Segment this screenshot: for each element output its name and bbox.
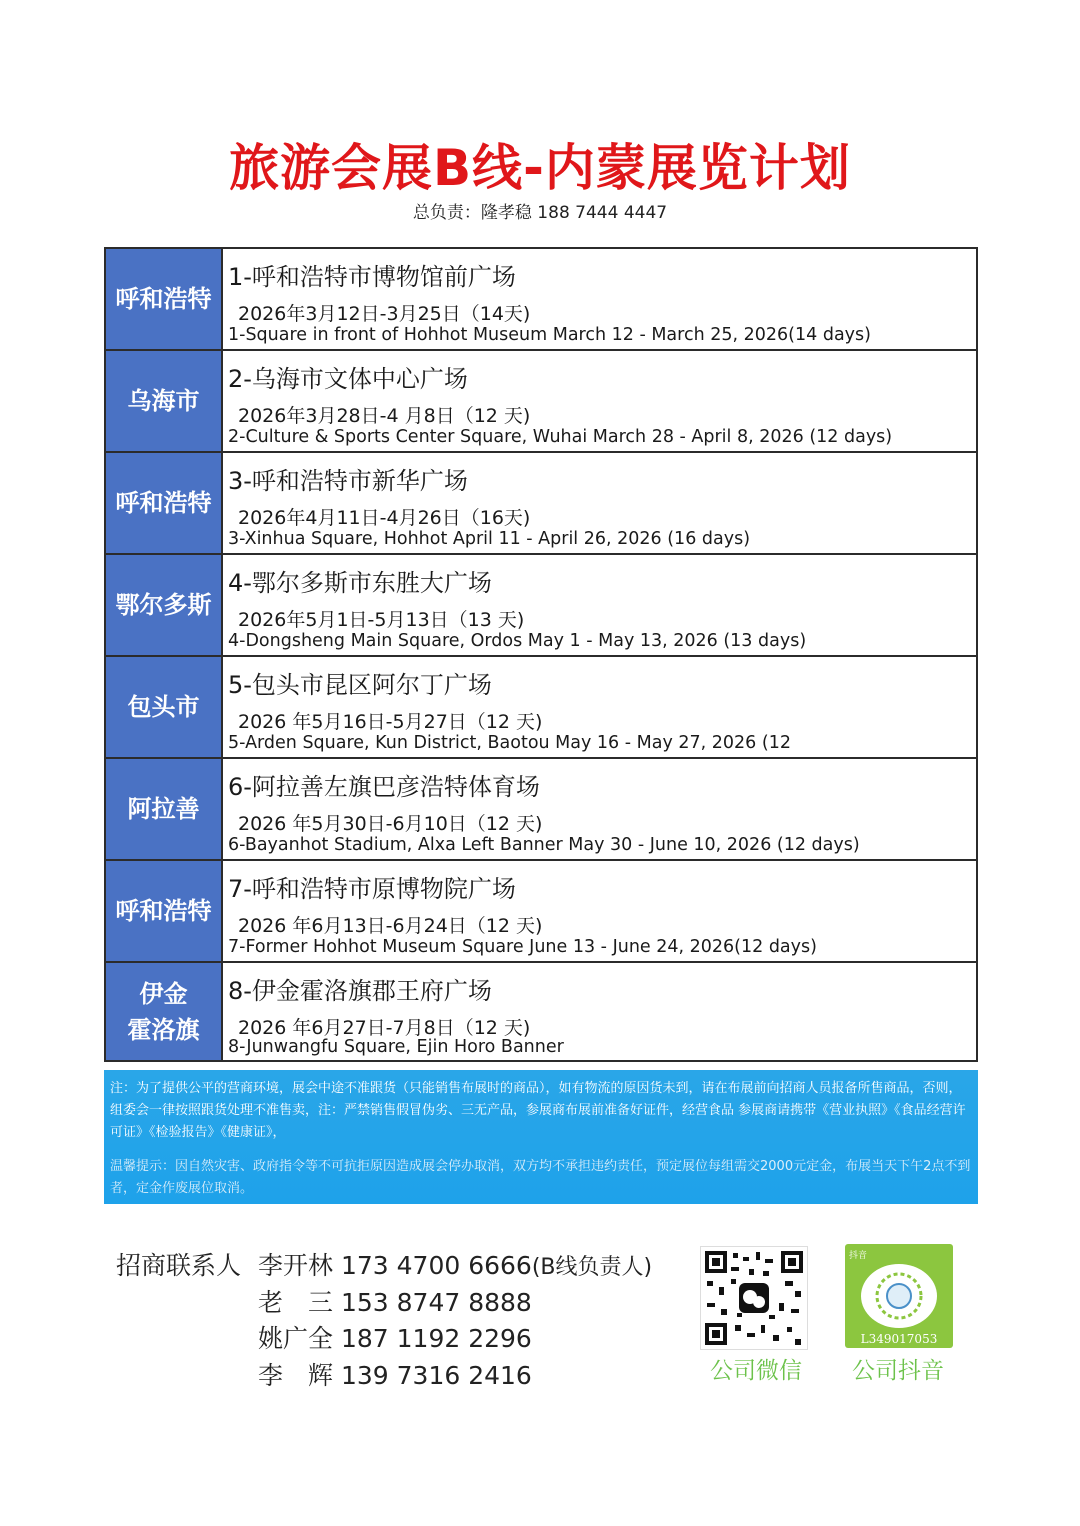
city-cell: 包头市 — [106, 657, 223, 757]
city-cell: 乌海市 — [106, 351, 223, 451]
date-range: 2026 年6月13日-6月24日（12 天) — [238, 915, 543, 937]
schedule-row — [106, 657, 976, 759]
notice-box — [104, 1070, 978, 1204]
schedule-row — [106, 861, 976, 963]
venue-name: 7-呼和浩特市原博物院广场 — [228, 875, 516, 903]
contact-item — [258, 1285, 532, 1321]
schedule-row — [106, 555, 976, 657]
date-range: 2026 年5月16日-5月27日（12 天) — [238, 711, 543, 733]
date-range: 2026年4月11日-4月26日（16天) — [238, 507, 531, 529]
city-cell: 呼和浩特 — [106, 861, 223, 961]
venue-name: 1-呼和浩特市博物馆前广场 — [228, 263, 516, 291]
contact-item — [258, 1358, 532, 1394]
date-range: 2026 年6月27日-7月8日（12 天) — [238, 1017, 531, 1039]
contact-phone: 153 8747 8888 — [340, 1288, 532, 1317]
schedule-row — [106, 759, 976, 861]
date-range: 2026年3月12日-3月25日（14天) — [238, 303, 531, 325]
notice-text: 注：为了提供公平的营商环境，展会中途不准跟货（只能销售布展时的商品），如有物流的原因货未到，请在布展前向招商人员报备所售商品，否则，组委会一律按照跟货处理不准售卖，注：严禁销售假冒伪劣、三无产品，参展商布展前准备好证件，经营食品 参展商请携带《营业执照》《食品经营许可证》《检验报告》《健康证》， — [110, 1081, 966, 1140]
schedule-row — [106, 963, 976, 1060]
contact-name: 老 三 — [258, 1288, 334, 1317]
contacts-heading: 招商联系人 — [116, 1251, 242, 1280]
douyin-qr-icon[interactable] — [845, 1244, 953, 1348]
douyin-code-circle — [861, 1264, 937, 1328]
douyin-id: L349017053 — [860, 1332, 938, 1346]
english-description: 1-Square in front of Hohhot Museum March 12 - March 25, 2026(14 days) — [228, 325, 871, 345]
exhibition-schedule-table — [104, 247, 978, 1062]
city-cell: 伊金 霍洛旗 — [106, 963, 223, 1060]
venue-name: 5-包头市昆区阿尔丁广场 — [228, 671, 492, 699]
city-cell: 阿拉善 — [106, 759, 223, 859]
english-description: 4-Dongsheng Main Square, Ordos May 1 - May 13, 2026 (13 days) — [228, 631, 807, 651]
venue-name: 2-乌海市文体中心广场 — [228, 365, 468, 393]
date-range: 2026年3月28日-4 月8日（12 天) — [238, 405, 531, 427]
general-manager-contact: 总负责：隆孝稳 188 7444 4447 — [412, 203, 668, 223]
english-description: 8-Junwangfu Square, Ejin Horo Banner — [228, 1037, 564, 1057]
city-cell: 鄂尔多斯 — [106, 555, 223, 655]
schedule-row — [106, 351, 976, 453]
date-range: 2026年5月1日-5月13日（13 天) — [238, 609, 525, 631]
english-description: 3-Xinhua Square, Hohhot April 11 - April 26, 2026 (16 days) — [228, 529, 751, 549]
schedule-row — [106, 453, 976, 555]
contact-phone: 139 7316 2416 — [340, 1361, 532, 1390]
contact-phone: 173 4700 6666 — [340, 1251, 532, 1280]
warm-tip-text: 温馨提示：因自然灾害、政府指令等不可抗拒原因造成展会停办取消，双方均不承担违约责任，预定展位每组需交2000元定金，布展当天下午2点不到者，定金作废展位取消。 — [110, 1159, 971, 1196]
wechat-qr-icon[interactable] — [700, 1246, 808, 1350]
venue-name: 3-呼和浩特市新华广场 — [228, 467, 468, 495]
city-cell: 呼和浩特 — [106, 249, 223, 349]
venue-name: 8-伊金霍洛旗郡王府广场 — [228, 977, 492, 1005]
contact-name: 姚广全 — [258, 1324, 334, 1353]
english-description: 6-Bayanhot Stadium, Alxa Left Banner May 30 - June 10, 2026 (12 days) — [228, 835, 860, 855]
douyin-qr-label: 公司抖音 — [852, 1358, 944, 1384]
venue-name: 4-鄂尔多斯市东胜大广场 — [228, 569, 492, 597]
contact-item — [258, 1248, 652, 1284]
contact-name: 李开林 — [258, 1251, 334, 1280]
contact-note: (B线负责人) — [531, 1255, 653, 1280]
douyin-badge: 抖音 — [849, 1251, 868, 1261]
page-title: 旅游会展B线-内蒙展览计划 — [229, 139, 851, 197]
contact-item — [258, 1321, 532, 1357]
schedule-row — [106, 249, 976, 351]
english-description: 7-Former Hohhot Museum Square June 13 - June 24, 2026(12 days) — [228, 937, 817, 957]
date-range: 2026 年5月30日-6月10日（12 天) — [238, 813, 543, 835]
contact-name: 李 辉 — [258, 1361, 334, 1390]
contact-phone: 187 1192 2296 — [340, 1324, 532, 1353]
english-description: 2-Culture & Sports Center Square, Wuhai March 28 - April 8, 2026 (12 days) — [228, 427, 893, 447]
wechat-qr-label: 公司微信 — [710, 1358, 802, 1384]
venue-name: 6-阿拉善左旗巴彦浩特体育场 — [228, 773, 540, 801]
city-cell: 呼和浩特 — [106, 453, 223, 553]
english-description: 5-Arden Square, Kun District, Baotou May 16 - May 27, 2026 (12 — [228, 733, 791, 753]
